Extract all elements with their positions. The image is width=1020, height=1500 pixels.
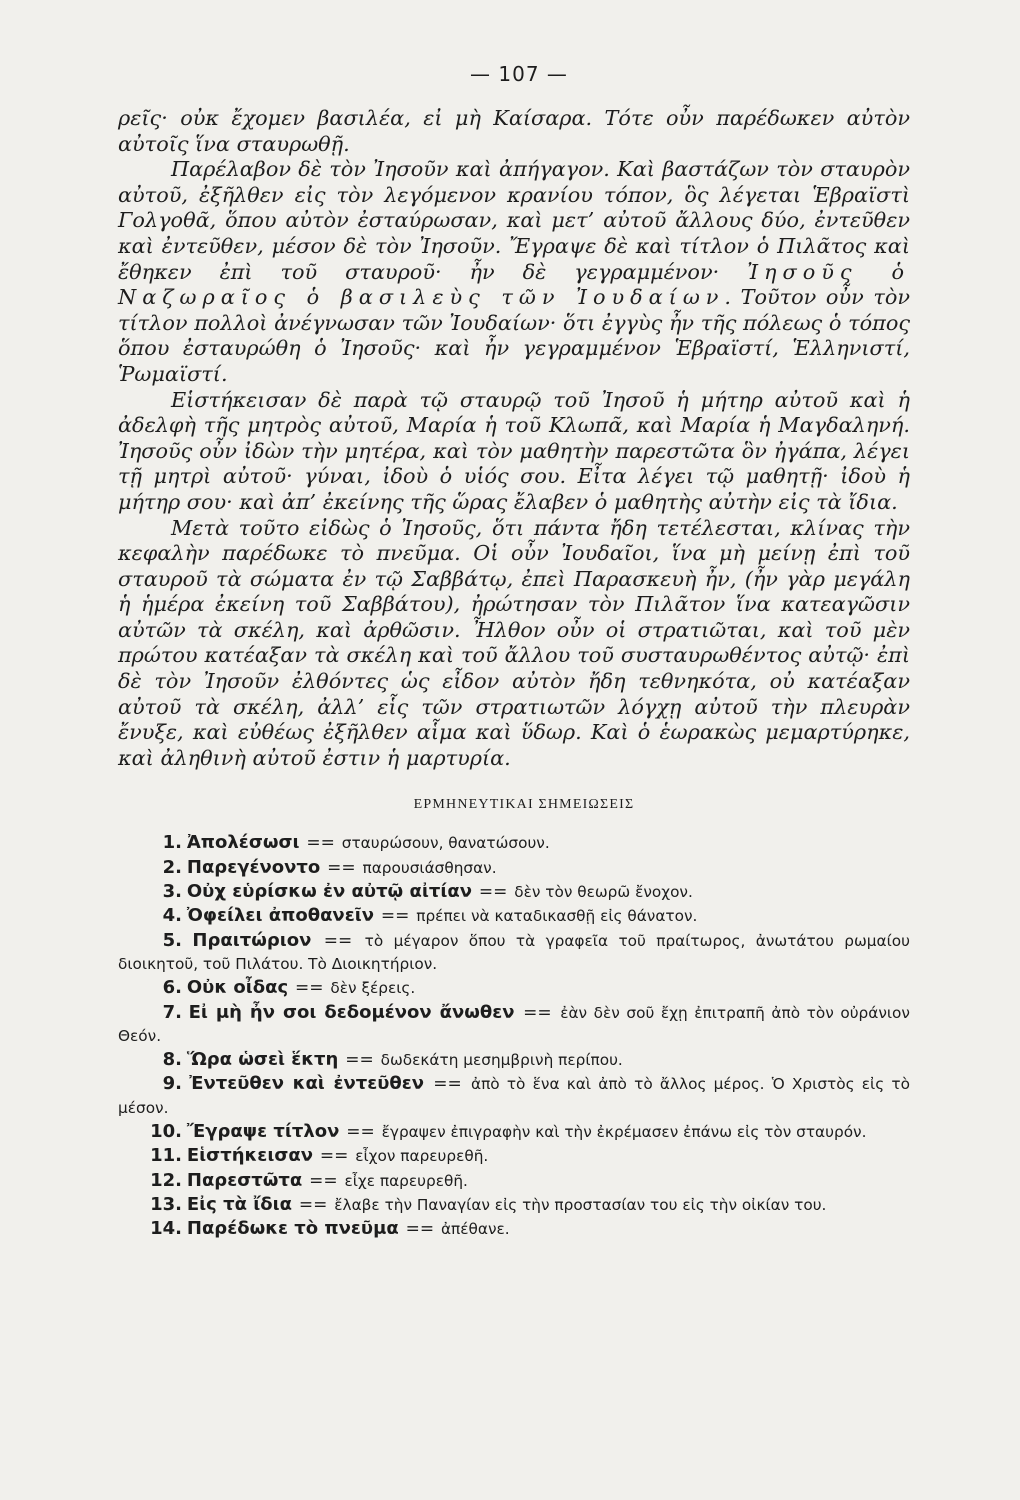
note-definition: δὲν τὸν θεωρῶ ἔνοχον.: [514, 883, 693, 902]
note-item: [118, 1144, 910, 1168]
note-number: 10.: [150, 1121, 182, 1142]
note-number: 7.: [162, 1001, 182, 1023]
equals-sign: ==: [306, 833, 335, 854]
note-definition: ἀπέθανε.: [440, 1220, 510, 1239]
explanatory-notes: [118, 831, 910, 1241]
equals-sign: ==: [295, 978, 324, 999]
note-item: [118, 856, 910, 880]
note-item: [118, 1072, 910, 1120]
note-item: [118, 929, 910, 977]
note-term: Ἔγραψε τίτλον: [186, 1121, 340, 1142]
note-number: 2.: [162, 856, 182, 878]
equals-sign: ==: [298, 1194, 328, 1215]
note-number: 14.: [150, 1218, 182, 1240]
book-page: [118, 62, 910, 1241]
note-number: 4.: [162, 905, 182, 927]
note-item: [118, 1120, 910, 1144]
equals-sign: ==: [346, 1122, 375, 1142]
note-term: Ὀφείλει ἀποθανεῖν: [186, 905, 374, 927]
note-definition: παρουσιάσθησαν.: [362, 858, 497, 877]
page-number: — 107 —: [470, 62, 568, 86]
note-item: [118, 1193, 910, 1217]
note-term: Παρεστῶτα: [186, 1169, 303, 1191]
paragraph: [118, 516, 910, 772]
note-definition: πρέπει νὰ καταδικασθῇ εἰς θάνατον.: [416, 907, 698, 926]
paragraph: [118, 388, 910, 516]
title-inscription: Ἰησοῦς ὁ Ναζωραῖος ὁ βασιλεὺς τῶν Ἰουδαίων: [118, 259, 911, 310]
paragraph: [118, 106, 910, 157]
equals-sign: ==: [345, 1050, 374, 1071]
note-item: [118, 904, 910, 928]
note-term: Πραιτώριον: [192, 929, 312, 951]
note-definition: ἐὰν δὲν σοῦ ἔχῃ ἐπιτραπῆ ἀπὸ τὸν οὐράνιον Θεόν.: [118, 1003, 910, 1045]
note-item: [118, 880, 910, 904]
gospel-text: [118, 106, 910, 771]
note-item: [118, 976, 910, 1000]
note-term: Ἀπολέσωσι: [186, 832, 300, 854]
equals-sign: ==: [405, 1219, 435, 1240]
note-term: Οὐχ εὑρίσκω ἐν αὐτῷ αἰτίαν: [186, 881, 472, 903]
equals-sign: ==: [478, 882, 508, 903]
note-term: Παρεγένοντο: [186, 856, 321, 878]
notes-heading: ΕΡΜΗΝΕΥΤΙΚΑΙ ΣΗΜΕΙΩΣΕΙΣ: [413, 797, 635, 813]
paragraph-text: Παρέλαβον δὲ τὸν Ἰησοῦν καὶ ἀπήγαγον. Καὶ βαστάζων τὸν σταυρὸν αὐτοῦ, ἐξῆλθεν εἰς τὸν λεγόμενον κρανίου τόπον, ὃς λέγεται Ἑβραϊστὶ Γολγοθᾶ, ὅπου αὐτὸν ἐσταύρωσαν, καὶ μετ’ αὐτοῦ ἄλλους δύο, ἐντεῦθεν καὶ ἐντεῦθεν, μέσον δὲ τὸν Ἰησοῦν. Ἔγραψε δὲ καὶ τίτλον ὁ Πιλᾶτος καὶ ἔθηκεν ἐπὶ τοῦ σταυροῦ· ἦν δὲ γεγραμμένον·: [118, 157, 910, 284]
note-definition: ἀπὸ τὸ ἕνα καὶ ἀπὸ τὸ ἄλλος μέρος. Ὁ Χριστὸς εἰς τὸ μέσον.: [118, 1075, 910, 1117]
note-item: [118, 831, 910, 855]
note-item: [118, 1001, 910, 1049]
note-item: [118, 1217, 910, 1241]
equals-sign: ==: [433, 1074, 462, 1095]
note-number: 9.: [162, 1073, 182, 1095]
note-definition: εἶχε παρευρεθῆ.: [344, 1171, 468, 1190]
note-number: 5.: [162, 929, 182, 951]
paragraph-text: ρεῖς· οὐκ ἔχομεν βασιλέα, εἰ μὴ Καίσαρα. Τότε οὖν παρέδωκεν αὐτὸν αὐτοῖς ἵνα σταυρωθῇ.: [118, 106, 910, 156]
note-term: Παρέδωκε τὸ πνεῦμα: [186, 1218, 399, 1240]
note-number: 12.: [150, 1169, 182, 1191]
equals-sign: ==: [319, 1146, 349, 1167]
note-term: Εἱστήκεισαν: [186, 1145, 313, 1167]
equals-sign: ==: [327, 857, 356, 878]
paragraph-text: . Τοῦτον οὖν τὸν τίτλον πολλοὶ ἀνέγνωσαν τῶν Ἰουδαίων· ὅτι ἐγγὺς ἦν τῆς πόλεως ὁ τόπος ὅπου ἐσταυρώθη ὁ Ἰησοῦς· καὶ ἦν γεγραμμένον Ἑβραϊστί, Ἑλληνιστί, Ῥωμαϊστί.: [118, 285, 910, 386]
paragraph-text: Μετὰ τοῦτο εἰδὼς ὁ Ἰησοῦς, ὅτι πάντα ἤδη τετέλεσται, κλίνας τὴν κεφαλὴν παρέδωκε τὸ πνεῦμα. Οἱ οὖν Ἰουδαῖοι, ἵνα μὴ μείνῃ ἐπὶ τοῦ σταυροῦ τὰ σώματα ἐν τῷ Σαββάτῳ, ἐπεὶ Παρασκευὴ ἦν, (ἦν γὰρ μεγάλη ἡ ἡμέρα ἐκείνη τοῦ Σαββάτου), ἠρώτησαν τὸν Πιλᾶτον ἵνα κατεαγῶσιν αὐτῶν τὰ σκέλη, καὶ ἀρθῶσιν. Ἦλθον οὖν οἱ στρατιῶται, καὶ τοῦ μὲν πρώτου κατέαξαν τὰ σκέλη καὶ τοῦ ἄλλου τοῦ συσταυρωθέντος αὐτῷ· ἐπὶ δὲ τὸν Ἰησοῦν ἐλθόντες ὡς εἶδον αὐτὸν ἤδη τεθνηκότα, οὐ κατέαξαν αὐτοῦ τὰ σκέλη, ἀλλ’ εἷς τῶν στρατιωτῶν λόγχῃ αὐτοῦ τὴν πλευρὰν ἔνυξε, καὶ εὐθέως ἐξῆλθεν αἷμα καὶ ὕδωρ. Καὶ ὁ ἑωρακὼς μεμαρτύρηκε, καὶ ἀληθινὴ αὐτοῦ ἐστιν ἡ μαρτυρία.: [118, 515, 910, 770]
note-definition: σταυρώσουν, θανατώσουν.: [341, 834, 550, 853]
note-number: 1.: [162, 832, 182, 854]
note-term: Εἰς τὰ ἴδια: [186, 1193, 293, 1215]
note-term: Ὥρα ὡσεὶ ἕκτη: [186, 1049, 339, 1071]
note-term: Εἰ μὴ ἦν σοι δεδομένον ἄνωθεν: [188, 1001, 515, 1023]
note-definition: ἔλαβε τὴν Παναγίαν εἰς τὴν προστασίαν του εἰς τὴν οἰκίαν του.: [334, 1195, 827, 1214]
note-term: Οὐκ οἶδας: [186, 977, 289, 999]
note-definition: δωδεκάτη μεσημβρινὴ περίπου.: [380, 1051, 623, 1070]
note-definition: ἔγραψεν ἐπιγραφὴν καὶ τὴν ἐκρέμασεν ἐπάνω εἰς τὸν σταυρόν.: [381, 1123, 867, 1141]
note-number: 8.: [162, 1049, 182, 1071]
note-definition: εἶχον παρευρεθῆ.: [355, 1147, 489, 1166]
equals-sign: ==: [323, 930, 353, 951]
note-number: 6.: [162, 977, 182, 999]
equals-sign: ==: [309, 1170, 338, 1191]
equals-sign: ==: [380, 906, 410, 927]
note-definition: τὸ μέγαρον ὅπου τὰ γραφεῖα τοῦ πραίτωρος, ἀνωτάτου ρωμαίου διοικητοῦ, τοῦ Πιλάτου. Τὸ Διοικητήριον.: [118, 931, 910, 973]
equals-sign: ==: [523, 1002, 552, 1023]
paragraph: [118, 157, 910, 387]
note-item: [118, 1048, 910, 1072]
note-number: 3.: [162, 881, 182, 903]
note-number: 11.: [150, 1145, 182, 1167]
note-term: Ἐντεῦθεν καὶ ἐντεῦθεν: [189, 1073, 425, 1095]
note-definition: δὲν ξέρεις.: [330, 979, 416, 998]
note-number: 13.: [150, 1193, 182, 1215]
note-item: [118, 1169, 910, 1193]
paragraph-text: Εἱστήκεισαν δὲ παρὰ τῷ σταυρῷ τοῦ Ἰησοῦ ἡ μήτηρ αὐτοῦ καὶ ἡ ἀδελφὴ τῆς μητρὸς αὐτοῦ, Μαρία ἡ τοῦ Κλωπᾶ, καὶ Μαρία ἡ Μαγδαληνή. Ἰησοῦς οὖν ἰδὼν τὴν μητέρα, καὶ τὸν μαθητὴν παρεστῶτα ὃν ἠγάπα, λέγει τῇ μητρὶ αὐτοῦ· γύναι, ἰδοὺ ὁ υἱός σου. Εἶτα λέγει τῷ μαθητῇ· ἰδοὺ ἡ μήτηρ σου· καὶ ἀπ’ ἐκείνης τῆς ὥρας ἔλαβεν ὁ μαθητὴς αὐτὴν εἰς τὰ ἴδια.: [118, 387, 910, 514]
